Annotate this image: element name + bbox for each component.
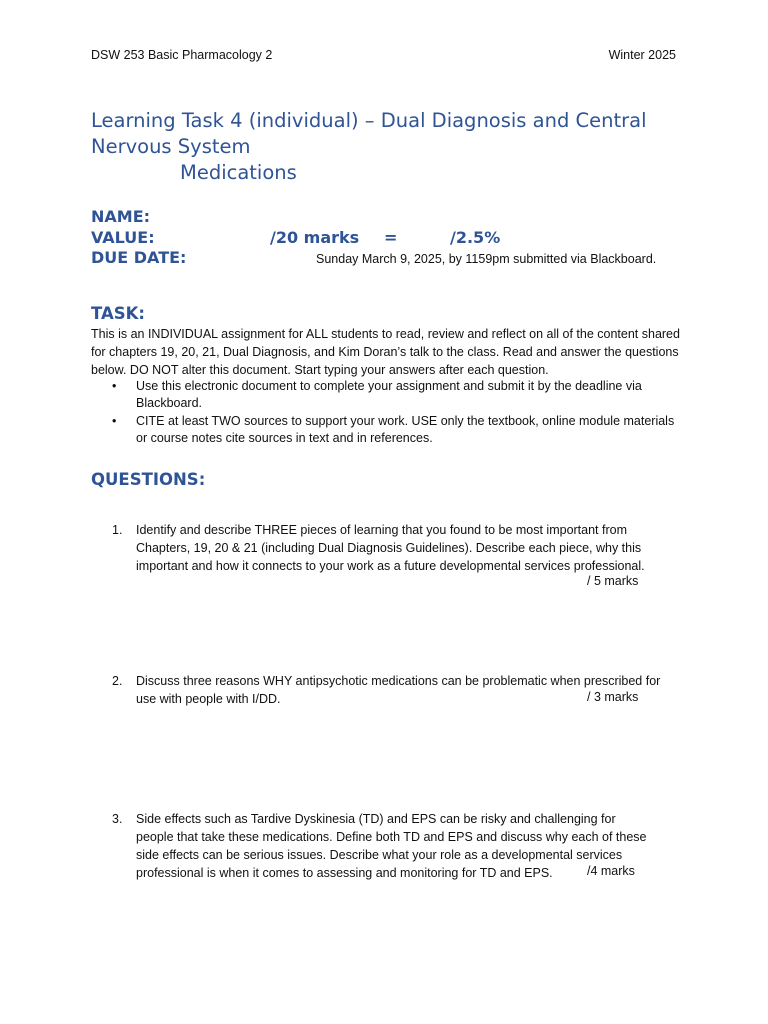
task-bullet-text: Use this electronic document to complete your assignment and submit it by the deadline via Blackboard.	[136, 379, 642, 410]
question-number: 3.	[112, 812, 123, 826]
value-label: VALUE:	[91, 228, 155, 247]
task-intro: This is an INDIVIDUAL assignment for ALL students to read, review and reflect on all of the content shared for chapters 19, 20, 21, Dual Diagnosis, and Kim Doran’s talk to the class. Read and answer the questions below. DO NOT alter this document. Start typing your answers after each question.	[91, 327, 680, 377]
question-1-marks: / 5 marks	[587, 574, 639, 588]
question-2-marks: / 3 marks	[587, 690, 639, 704]
bullet-icon: •	[112, 414, 117, 428]
task-bullet	[112, 378, 682, 412]
question-3-marks: /4 marks	[587, 864, 635, 878]
value-marks: /20 marks	[270, 228, 360, 247]
due-date-text: Sunday March 9, 2025, by 1159pm submitted via Blackboard.	[316, 252, 657, 266]
task-heading: TASK:	[91, 304, 146, 323]
title-line-2: Nervous System	[91, 135, 251, 158]
task-bullet-text: CITE at least TWO sources to support your work. USE only the textbook, online module materials or course notes cite sources in text and in references.	[136, 414, 675, 445]
name-label: NAME:	[91, 207, 151, 226]
task-bullet	[112, 413, 682, 447]
term-header: Winter 2025	[608, 48, 676, 62]
question-text: Identify and describe THREE pieces of learning that you found to be most important from Chapters, 19, 20 & 21 (including Dual Diagnosis Guidelines). Describe each piece, why this important and how it connects to your work as a future developmental services professional.	[136, 523, 645, 573]
due-date-label: DUE DATE:	[91, 248, 187, 267]
task-bullets	[112, 378, 682, 448]
bullet-icon: •	[112, 379, 117, 393]
title-line-3: Medications	[180, 161, 297, 184]
course-header: DSW 253 Basic Pharmacology 2	[91, 48, 273, 62]
question-text: Discuss three reasons WHY antipsychotic medications can be problematic when prescribed for use with people with I/DD.	[136, 674, 661, 706]
title-line-1: Learning Task 4 (individual) – Dual Diagnosis and Central	[91, 109, 647, 132]
question-number: 2.	[112, 674, 123, 688]
questions-heading: QUESTIONS:	[91, 470, 206, 489]
question-number: 1.	[112, 523, 123, 537]
question-text: Side effects such as Tardive Dyskinesia (TD) and EPS can be risky and challenging for people that take these medications. Define both TD and EPS and discuss why each of these side effects can be serious issues. Describe what your role as a developmental services professional is when it comes to assessing and monitoring for TD and EPS.	[136, 812, 647, 880]
question-1	[112, 521, 677, 575]
value-equals: =	[384, 228, 398, 247]
value-percent: /2.5%	[450, 228, 501, 247]
